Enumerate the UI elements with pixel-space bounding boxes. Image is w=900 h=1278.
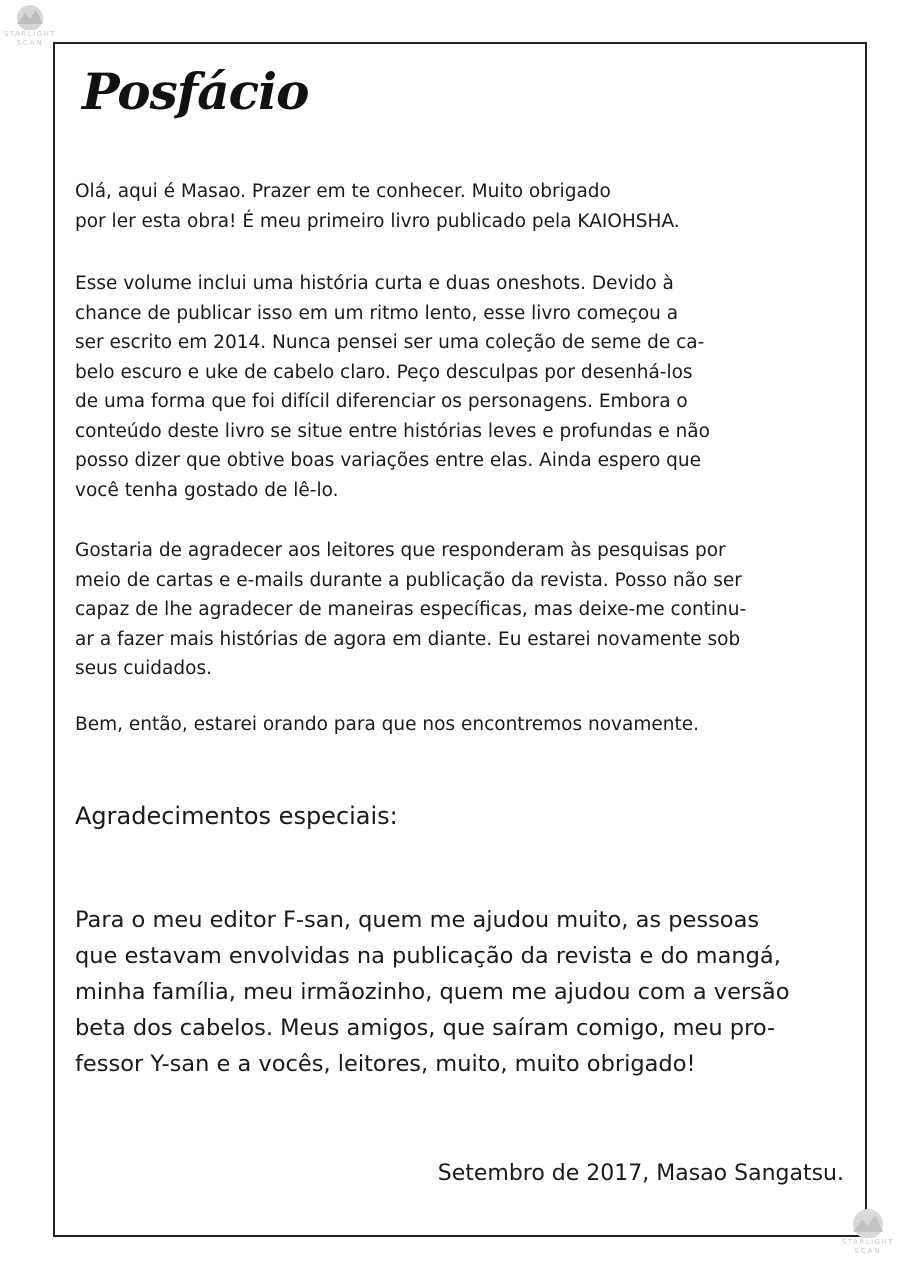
special-thanks-text: Para o meu editor F-san, quem me ajudou muito, as pessoas que estavam envolvidas na publicação da revista e do mangá, minha família, meu irmãozinho, quem me ajudou com a versão beta dos cabelos. Meus amigos, que saíram comigo, meu pro- fessor Y-san e a vocês, leitores, muito, muito obrigado! [75, 907, 790, 1077]
watermark-top [2, 2, 58, 47]
page-title: Posfácio [82, 62, 309, 121]
signature: Setembro de 2017, Masao Sangatsu. [437, 1161, 844, 1186]
mountain-logo-icon [10, 2, 50, 30]
watermark-name: STARLIGHT [841, 1238, 895, 1246]
paragraph-readers: Gostaria de agradecer aos leitores que responderam às pesquisas por meio de cartas e e-mails durante a publicação da revista. Posso não ser capaz de lhe agradecer de maneiras específicas, mas deixe-me continu- ar a fazer mais histórias de agora em diante. Eu estarei novamente sob seus cuidados. [75, 540, 747, 679]
watermark-sub: SCAN [16, 39, 44, 47]
paragraph-volume: Esse volume inclui uma história curta e duas oneshots. Devido à chance de publicar isso em um ritmo lento, esse livro começou a ser escrito em 2014. Nunca pensei ser uma coleção de seme de ca- belo escuro e uke de cabelo claro. Peço desculpas por desenhá-los de uma forma que foi difícil diferenciar os personagens. Embora o conteúdo deste livro se situe entre histórias leves e profundas e não posso dizer que obtive boas variações entre elas. Ainda espero que você tenha gostado de lê-lo. [75, 273, 710, 501]
watermark-name: STARLIGHT [3, 30, 57, 38]
paragraph-farewell: Bem, então, estarei orando para que nos encontremos novamente. [75, 714, 699, 735]
paragraph-greeting: Olá, aqui é Masao. Prazer em te conhecer. Muito obrigado por ler esta obra! É meu primeiro livro publicado pela KAIOHSHA. [75, 181, 680, 232]
watermark-sub: SCAN [854, 1247, 882, 1255]
special-thanks-heading: Agradecimentos especiais: [75, 802, 398, 830]
mountain-logo-icon [846, 1206, 890, 1238]
watermark-bottom [838, 1206, 898, 1255]
